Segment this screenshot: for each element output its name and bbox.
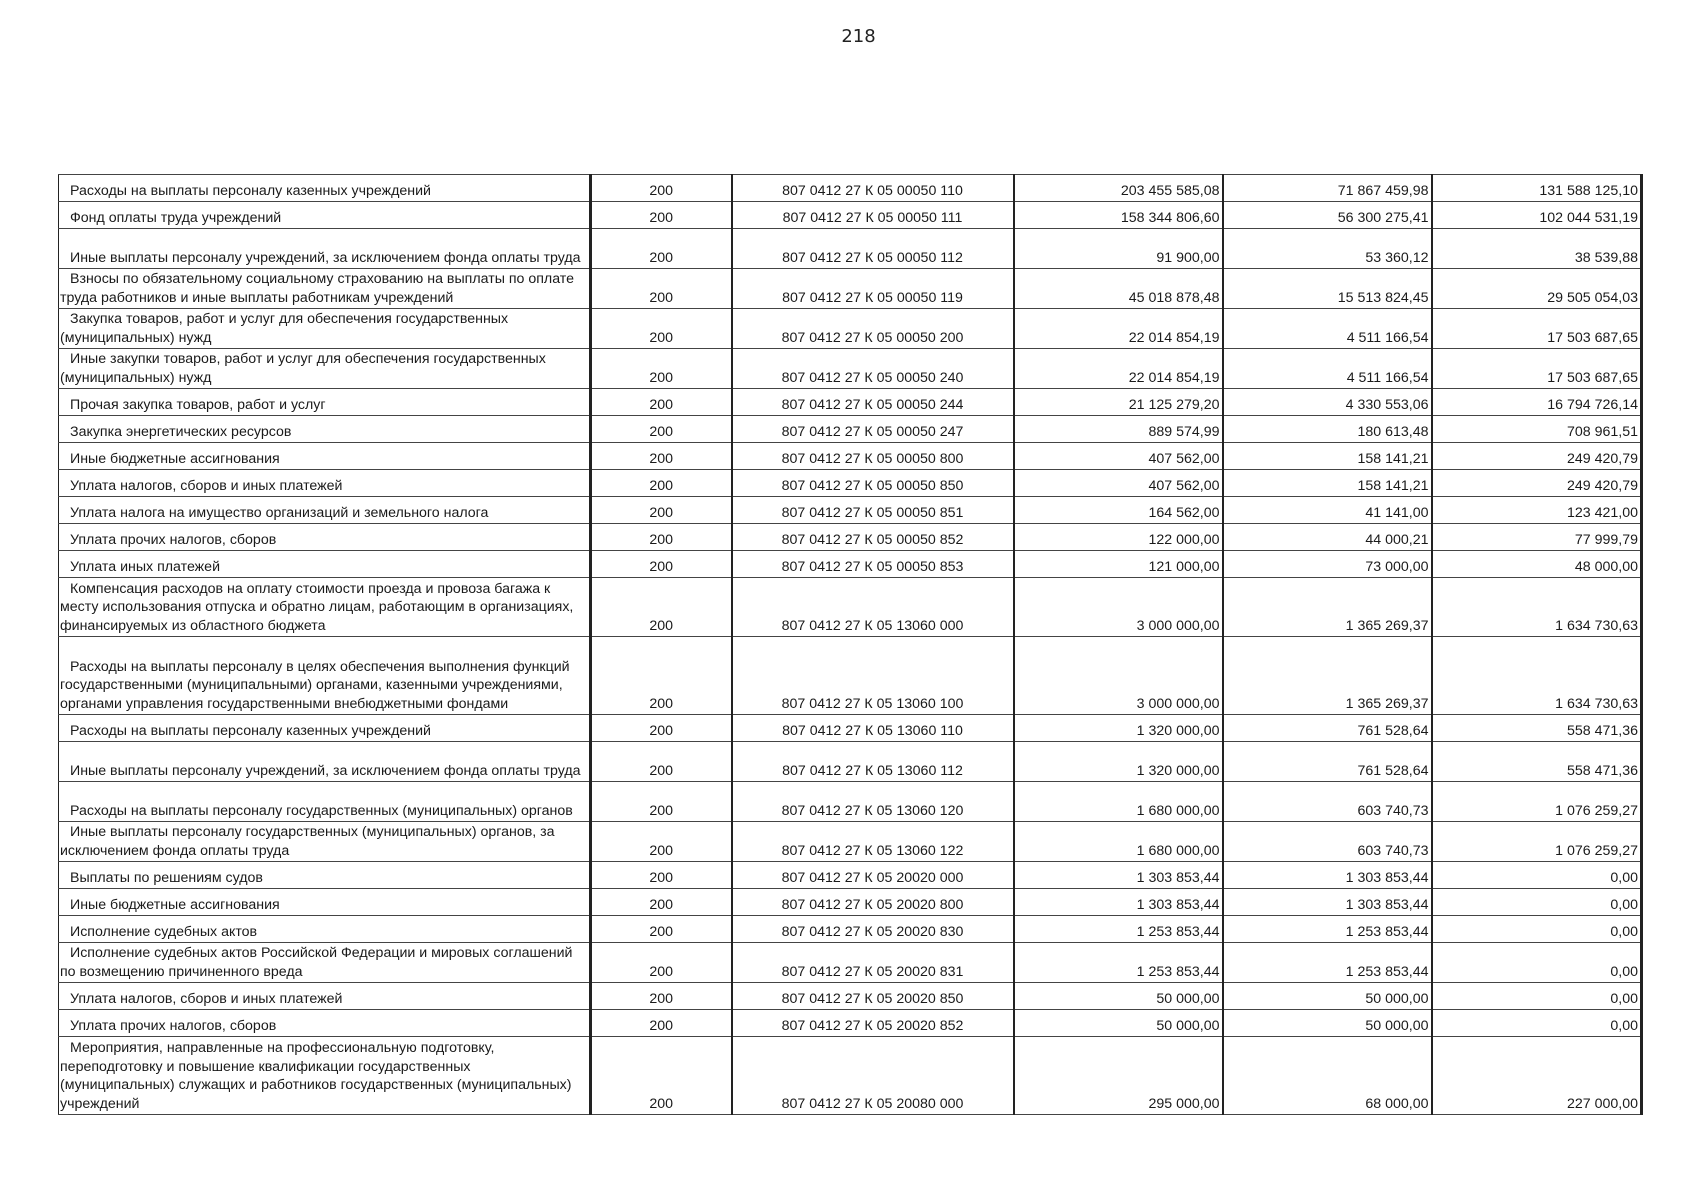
row-name: Иные закупки товаров, работ и услуг для обеспечения государственных (муниципальных) нужд — [59, 349, 591, 389]
row-approved-amount: 295 000,00 — [1014, 1037, 1223, 1115]
row-budget-code: 807 0412 27 К 05 20020 830 — [732, 916, 1014, 943]
table-row — [59, 889, 1642, 916]
row-name: Уплата налогов, сборов и иных платежей — [59, 470, 591, 497]
row-approved-amount: 3 000 000,00 — [1014, 637, 1223, 715]
table-row — [59, 497, 1642, 524]
row-approved-amount: 158 344 806,60 — [1014, 202, 1223, 229]
row-unexecuted-amount: 38 539,88 — [1432, 229, 1642, 269]
row-line-code: 200 — [591, 309, 732, 349]
table-row — [59, 229, 1642, 269]
row-line-code: 200 — [591, 269, 732, 309]
row-unexecuted-amount: 77 999,79 — [1432, 524, 1642, 551]
row-executed-amount: 1 303 853,44 — [1223, 889, 1432, 916]
row-executed-amount: 44 000,21 — [1223, 524, 1432, 551]
row-line-code: 200 — [591, 916, 732, 943]
table-row — [59, 715, 1642, 742]
row-name: Уплата иных платежей — [59, 551, 591, 578]
table-row — [59, 416, 1642, 443]
row-approved-amount: 45 018 878,48 — [1014, 269, 1223, 309]
table-body — [59, 175, 1642, 1115]
row-unexecuted-amount: 249 420,79 — [1432, 443, 1642, 470]
row-approved-amount: 1 320 000,00 — [1014, 715, 1223, 742]
row-budget-code: 807 0412 27 К 05 13060 100 — [732, 637, 1014, 715]
row-executed-amount: 761 528,64 — [1223, 742, 1432, 782]
row-unexecuted-amount: 1 634 730,63 — [1432, 637, 1642, 715]
row-name: Фонд оплаты труда учреждений — [59, 202, 591, 229]
row-name: Исполнение судебных актов — [59, 916, 591, 943]
row-budget-code: 807 0412 27 К 05 20020 831 — [732, 943, 1014, 983]
row-line-code: 200 — [591, 862, 732, 889]
row-line-code: 200 — [591, 175, 732, 202]
table-row — [59, 443, 1642, 470]
row-name: Иные бюджетные ассигнования — [59, 889, 591, 916]
row-budget-code: 807 0412 27 К 05 20020 000 — [732, 862, 1014, 889]
row-budget-code: 807 0412 27 К 05 00050 852 — [732, 524, 1014, 551]
row-line-code: 200 — [591, 1010, 732, 1037]
row-budget-code: 807 0412 27 К 05 13060 110 — [732, 715, 1014, 742]
row-approved-amount: 203 455 585,08 — [1014, 175, 1223, 202]
row-approved-amount: 21 125 279,20 — [1014, 389, 1223, 416]
row-name: Уплата прочих налогов, сборов — [59, 524, 591, 551]
row-unexecuted-amount: 558 471,36 — [1432, 715, 1642, 742]
row-budget-code: 807 0412 27 К 05 13060 120 — [732, 782, 1014, 822]
row-name: Уплата налогов, сборов и иных платежей — [59, 983, 591, 1010]
table-row — [59, 349, 1642, 389]
row-budget-code: 807 0412 27 К 05 00050 247 — [732, 416, 1014, 443]
row-approved-amount: 407 562,00 — [1014, 443, 1223, 470]
row-name: Компенсация расходов на оплату стоимости проезда и провоза багажа к месту использования отпуска и обратно лицам, работающим в организациях, финансируемых из областного бюджета — [59, 578, 591, 637]
table-row — [59, 822, 1642, 862]
row-budget-code: 807 0412 27 К 05 00050 200 — [732, 309, 1014, 349]
row-approved-amount: 22 014 854,19 — [1014, 309, 1223, 349]
table-row — [59, 862, 1642, 889]
row-budget-code: 807 0412 27 К 05 00050 850 — [732, 470, 1014, 497]
table-row — [59, 1010, 1642, 1037]
table-row — [59, 470, 1642, 497]
row-approved-amount: 1 253 853,44 — [1014, 916, 1223, 943]
row-unexecuted-amount: 708 961,51 — [1432, 416, 1642, 443]
row-budget-code: 807 0412 27 К 05 00050 851 — [732, 497, 1014, 524]
row-unexecuted-amount: 123 421,00 — [1432, 497, 1642, 524]
row-line-code: 200 — [591, 524, 732, 551]
row-executed-amount: 4 511 166,54 — [1223, 309, 1432, 349]
row-unexecuted-amount: 0,00 — [1432, 862, 1642, 889]
table-row — [59, 269, 1642, 309]
table-row — [59, 943, 1642, 983]
row-line-code: 200 — [591, 983, 732, 1010]
row-line-code: 200 — [591, 822, 732, 862]
row-name: Иные бюджетные ассигнования — [59, 443, 591, 470]
row-name: Закупка товаров, работ и услуг для обеспечения государственных (муниципальных) нужд — [59, 309, 591, 349]
row-name: Прочая закупка товаров, работ и услуг — [59, 389, 591, 416]
row-approved-amount: 1 680 000,00 — [1014, 822, 1223, 862]
row-line-code: 200 — [591, 1037, 732, 1115]
row-name: Закупка энергетических ресурсов — [59, 416, 591, 443]
table-row — [59, 637, 1642, 715]
row-approved-amount: 3 000 000,00 — [1014, 578, 1223, 637]
row-approved-amount: 1 303 853,44 — [1014, 862, 1223, 889]
row-name: Расходы на выплаты персоналу в целях обеспечения выполнения функций государственными (муниципальными) органами, казенными учреждениями, органами управления государственными внебюджетными фондами — [59, 637, 591, 715]
row-unexecuted-amount: 17 503 687,65 — [1432, 309, 1642, 349]
row-name: Иные выплаты персоналу государственных (муниципальных) органов, за исключением фонда оплаты труда — [59, 822, 591, 862]
row-budget-code: 807 0412 27 К 05 00050 119 — [732, 269, 1014, 309]
row-budget-code: 807 0412 27 К 05 13060 000 — [732, 578, 1014, 637]
row-executed-amount: 158 141,21 — [1223, 470, 1432, 497]
row-unexecuted-amount: 29 505 054,03 — [1432, 269, 1642, 309]
row-approved-amount: 50 000,00 — [1014, 983, 1223, 1010]
row-executed-amount: 1 253 853,44 — [1223, 916, 1432, 943]
row-approved-amount: 164 562,00 — [1014, 497, 1223, 524]
table-row — [59, 551, 1642, 578]
row-budget-code: 807 0412 27 К 05 00050 112 — [732, 229, 1014, 269]
row-line-code: 200 — [591, 202, 732, 229]
row-budget-code: 807 0412 27 К 05 20020 852 — [732, 1010, 1014, 1037]
row-executed-amount: 50 000,00 — [1223, 1010, 1432, 1037]
row-executed-amount: 1 303 853,44 — [1223, 862, 1432, 889]
row-approved-amount: 1 320 000,00 — [1014, 742, 1223, 782]
table-row — [59, 309, 1642, 349]
row-unexecuted-amount: 0,00 — [1432, 1010, 1642, 1037]
row-unexecuted-amount: 0,00 — [1432, 983, 1642, 1010]
row-budget-code: 807 0412 27 К 05 20020 800 — [732, 889, 1014, 916]
table-row — [59, 202, 1642, 229]
table-row — [59, 389, 1642, 416]
row-name: Расходы на выплаты персоналу казенных учреждений — [59, 715, 591, 742]
row-budget-code: 807 0412 27 К 05 00050 800 — [732, 443, 1014, 470]
row-executed-amount: 1 365 269,37 — [1223, 637, 1432, 715]
row-name: Иные выплаты персоналу учреждений, за исключением фонда оплаты труда — [59, 229, 591, 269]
row-unexecuted-amount: 1 076 259,27 — [1432, 782, 1642, 822]
row-name: Мероприятия, направленные на профессиональную подготовку, переподготовку и повышение квалификации государственных (муниципальных) служащих и работников государственных (муниципальных) учреждений — [59, 1037, 591, 1115]
table-row — [59, 1037, 1642, 1115]
row-unexecuted-amount: 558 471,36 — [1432, 742, 1642, 782]
row-name: Уплата прочих налогов, сборов — [59, 1010, 591, 1037]
row-line-code: 200 — [591, 782, 732, 822]
row-line-code: 200 — [591, 349, 732, 389]
row-approved-amount: 1 680 000,00 — [1014, 782, 1223, 822]
row-line-code: 200 — [591, 943, 732, 983]
row-unexecuted-amount: 227 000,00 — [1432, 1037, 1642, 1115]
table-row — [59, 916, 1642, 943]
row-executed-amount: 15 513 824,45 — [1223, 269, 1432, 309]
table-row — [59, 983, 1642, 1010]
row-name: Расходы на выплаты персоналу казенных учреждений — [59, 175, 591, 202]
row-line-code: 200 — [591, 637, 732, 715]
table-row — [59, 175, 1642, 202]
table-row — [59, 578, 1642, 637]
row-line-code: 200 — [591, 229, 732, 269]
row-line-code: 200 — [591, 470, 732, 497]
row-executed-amount: 180 613,48 — [1223, 416, 1432, 443]
row-budget-code: 807 0412 27 К 05 00050 110 — [732, 175, 1014, 202]
row-unexecuted-amount: 102 044 531,19 — [1432, 202, 1642, 229]
row-executed-amount: 53 360,12 — [1223, 229, 1432, 269]
row-executed-amount: 4 330 553,06 — [1223, 389, 1432, 416]
row-executed-amount: 50 000,00 — [1223, 983, 1432, 1010]
row-budget-code: 807 0412 27 К 05 00050 240 — [732, 349, 1014, 389]
row-line-code: 200 — [591, 443, 732, 470]
row-executed-amount: 603 740,73 — [1223, 822, 1432, 862]
row-unexecuted-amount: 0,00 — [1432, 889, 1642, 916]
row-unexecuted-amount: 0,00 — [1432, 943, 1642, 983]
row-approved-amount: 50 000,00 — [1014, 1010, 1223, 1037]
row-unexecuted-amount: 48 000,00 — [1432, 551, 1642, 578]
row-unexecuted-amount: 1 076 259,27 — [1432, 822, 1642, 862]
row-name: Выплаты по решениям судов — [59, 862, 591, 889]
row-line-code: 200 — [591, 416, 732, 443]
row-line-code: 200 — [591, 551, 732, 578]
row-unexecuted-amount: 17 503 687,65 — [1432, 349, 1642, 389]
row-executed-amount: 4 511 166,54 — [1223, 349, 1432, 389]
row-line-code: 200 — [591, 497, 732, 524]
row-budget-code: 807 0412 27 К 05 20020 850 — [732, 983, 1014, 1010]
row-executed-amount: 73 000,00 — [1223, 551, 1432, 578]
row-line-code: 200 — [591, 578, 732, 637]
row-approved-amount: 22 014 854,19 — [1014, 349, 1223, 389]
row-executed-amount: 158 141,21 — [1223, 443, 1432, 470]
row-executed-amount: 56 300 275,41 — [1223, 202, 1432, 229]
row-approved-amount: 122 000,00 — [1014, 524, 1223, 551]
row-executed-amount: 1 253 853,44 — [1223, 943, 1432, 983]
row-budget-code: 807 0412 27 К 05 00050 111 — [732, 202, 1014, 229]
row-line-code: 200 — [591, 389, 732, 416]
page-number: 218 — [841, 26, 876, 47]
row-executed-amount: 68 000,00 — [1223, 1037, 1432, 1115]
row-name: Исполнение судебных актов Российской Федерации и мировых соглашений по возмещению причиненного вреда — [59, 943, 591, 983]
table-row — [59, 742, 1642, 782]
row-budget-code: 807 0412 27 К 05 13060 112 — [732, 742, 1014, 782]
row-approved-amount: 91 900,00 — [1014, 229, 1223, 269]
row-unexecuted-amount: 1 634 730,63 — [1432, 578, 1642, 637]
row-unexecuted-amount: 249 420,79 — [1432, 470, 1642, 497]
row-executed-amount: 1 365 269,37 — [1223, 578, 1432, 637]
row-budget-code: 807 0412 27 К 05 00050 244 — [732, 389, 1014, 416]
row-approved-amount: 407 562,00 — [1014, 470, 1223, 497]
row-executed-amount: 761 528,64 — [1223, 715, 1432, 742]
row-line-code: 200 — [591, 742, 732, 782]
row-executed-amount: 41 141,00 — [1223, 497, 1432, 524]
row-name: Иные выплаты персоналу учреждений, за исключением фонда оплаты труда — [59, 742, 591, 782]
row-unexecuted-amount: 16 794 726,14 — [1432, 389, 1642, 416]
row-line-code: 200 — [591, 715, 732, 742]
table-row — [59, 524, 1642, 551]
row-name: Расходы на выплаты персоналу государственных (муниципальных) органов — [59, 782, 591, 822]
row-executed-amount: 71 867 459,98 — [1223, 175, 1432, 202]
row-executed-amount: 603 740,73 — [1223, 782, 1432, 822]
row-approved-amount: 1 303 853,44 — [1014, 889, 1223, 916]
row-budget-code: 807 0412 27 К 05 00050 853 — [732, 551, 1014, 578]
row-name: Уплата налога на имущество организаций и земельного налога — [59, 497, 591, 524]
table-row — [59, 782, 1642, 822]
row-name: Взносы по обязательному социальному страхованию на выплаты по оплате труда работников и иные выплаты работникам учреждений — [59, 269, 591, 309]
row-approved-amount: 889 574,99 — [1014, 416, 1223, 443]
row-budget-code: 807 0412 27 К 05 20080 000 — [732, 1037, 1014, 1115]
row-approved-amount: 121 000,00 — [1014, 551, 1223, 578]
row-unexecuted-amount: 131 588 125,10 — [1432, 175, 1642, 202]
row-approved-amount: 1 253 853,44 — [1014, 943, 1223, 983]
row-unexecuted-amount: 0,00 — [1432, 916, 1642, 943]
row-line-code: 200 — [591, 889, 732, 916]
budget-execution-table — [58, 174, 1643, 1115]
row-budget-code: 807 0412 27 К 05 13060 122 — [732, 822, 1014, 862]
